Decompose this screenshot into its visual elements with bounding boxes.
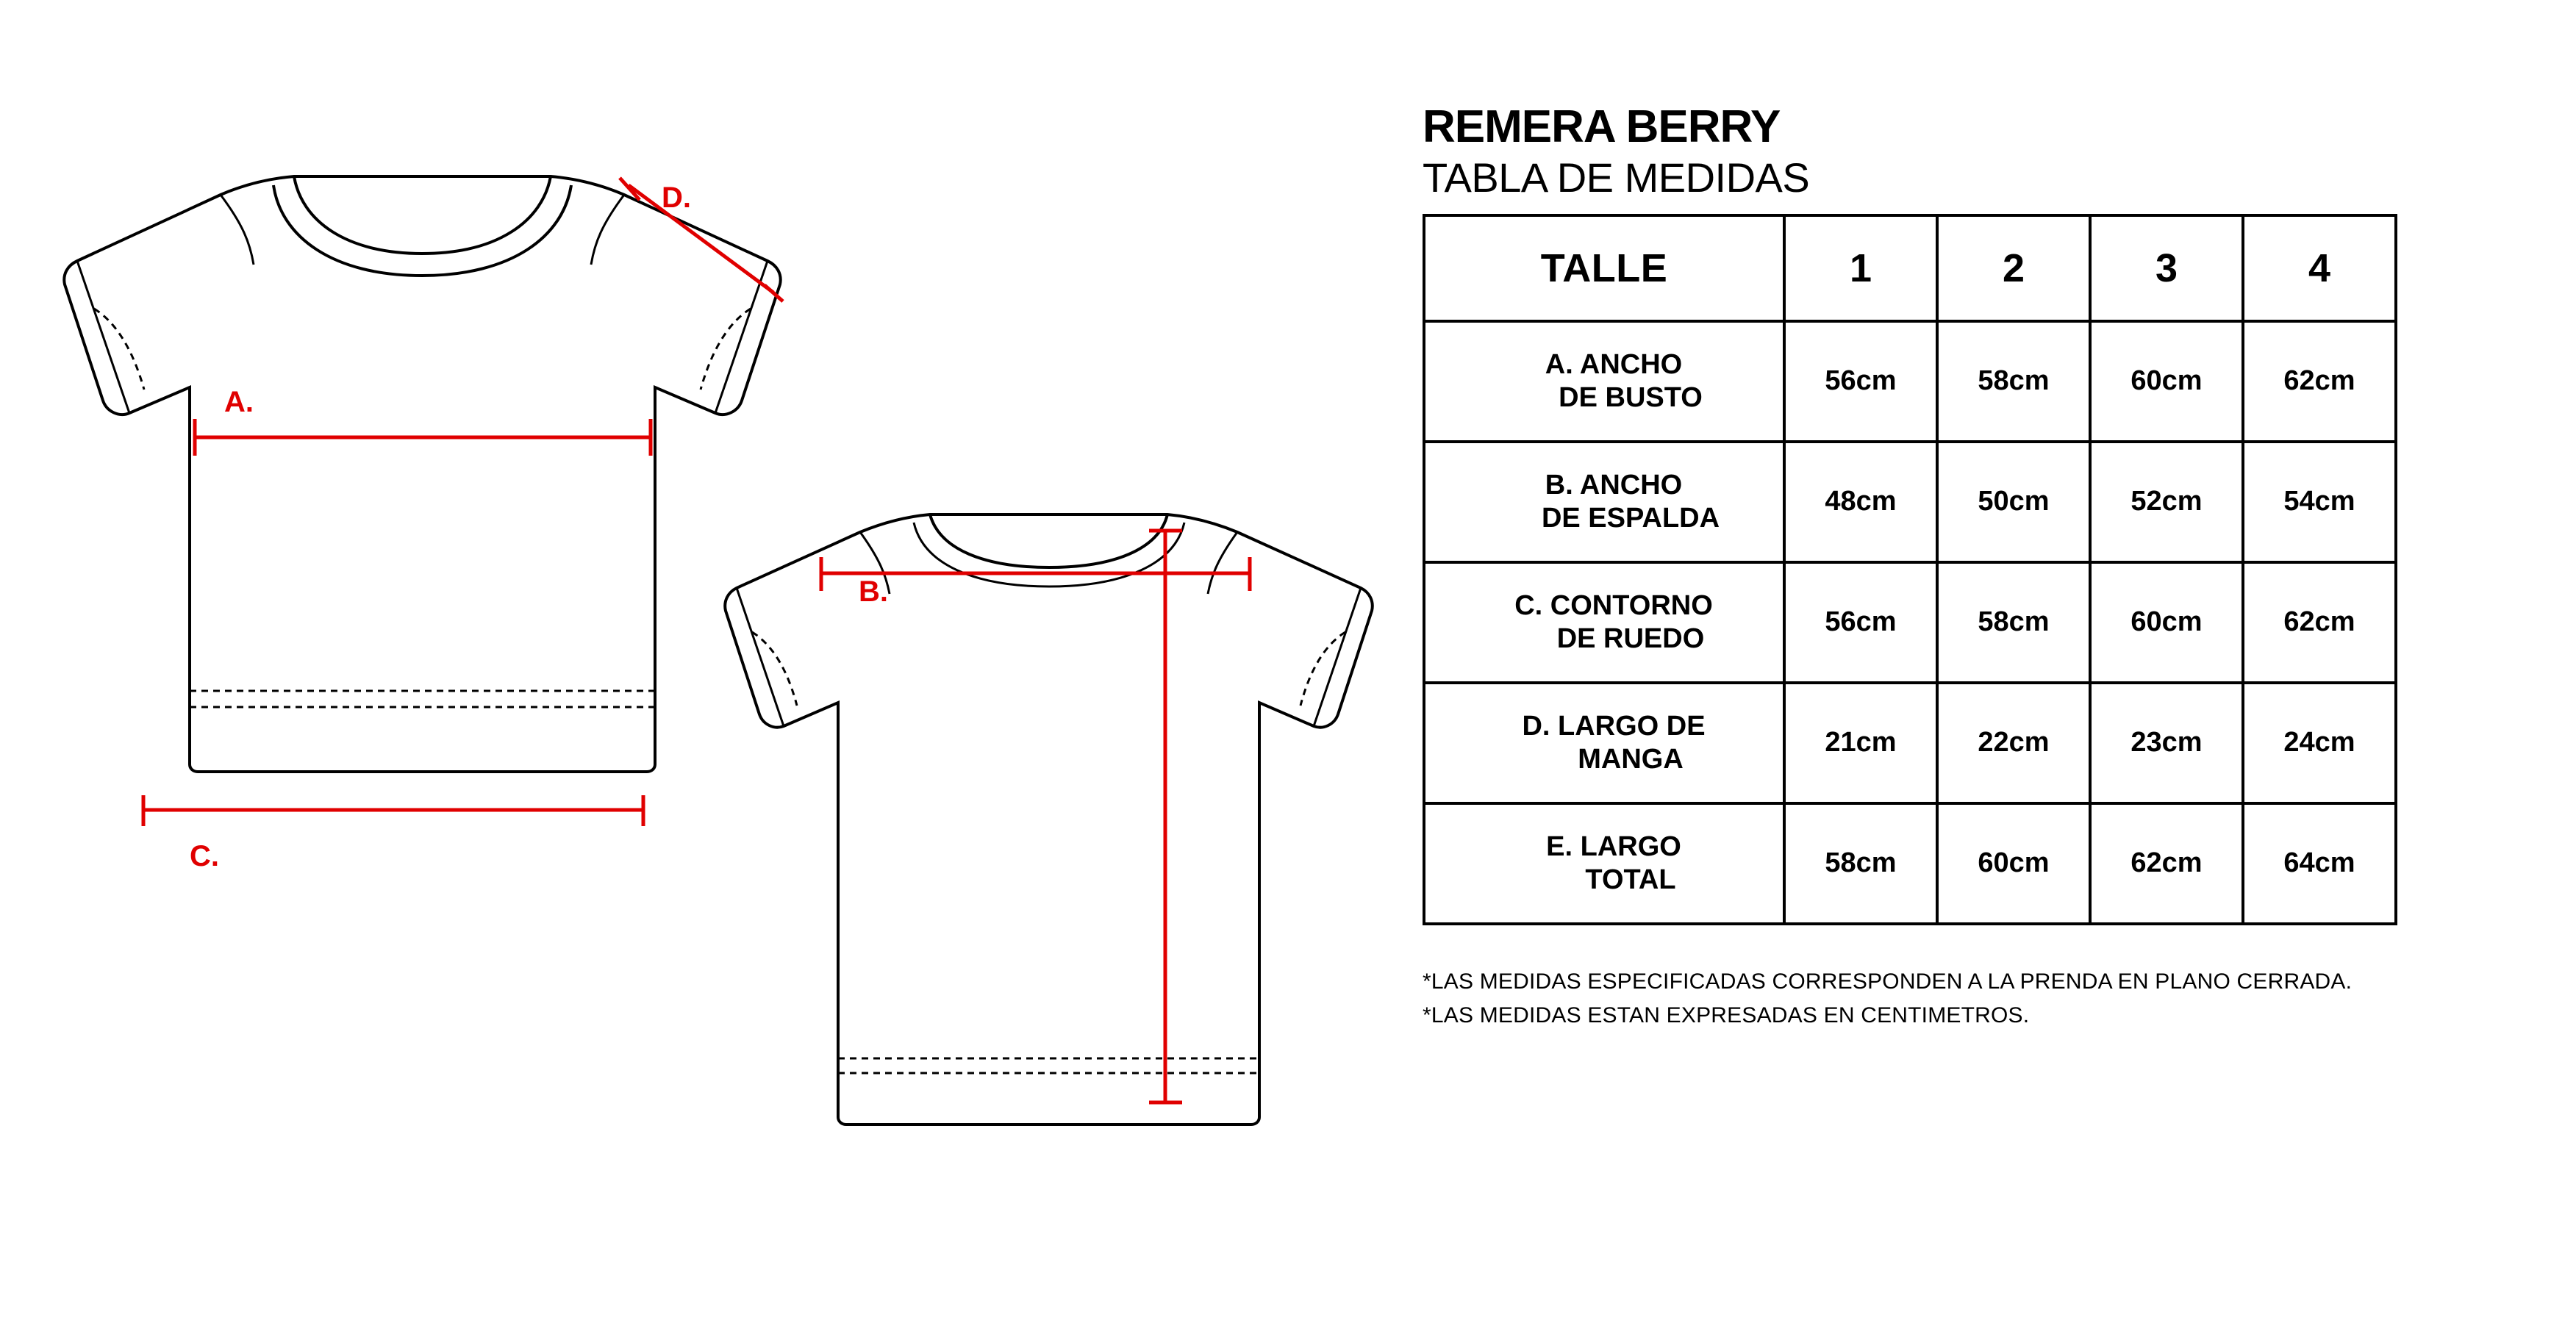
table-row xyxy=(1424,683,2396,803)
column-header-size-2: 2 xyxy=(1937,215,2090,321)
row-label-c xyxy=(1424,562,1784,683)
table-row xyxy=(1424,562,2396,683)
cell-d-1: 21cm xyxy=(1784,683,1937,803)
row-label-d-line2: MANGA xyxy=(1578,743,1684,775)
cell-b-2: 50cm xyxy=(1937,442,2090,562)
row-label-d-line1: D. LARGO DE xyxy=(1522,710,1706,742)
row-label-e-line1: E. LARGO xyxy=(1546,831,1681,862)
back-tshirt-technical-drawing xyxy=(725,514,1373,1124)
cell-a-3: 60cm xyxy=(2090,321,2243,442)
dimension-e-total-length xyxy=(1149,531,1182,1102)
column-header-talle: TALLE xyxy=(1424,215,1784,321)
front-tshirt-technical-drawing xyxy=(64,176,780,772)
row-label-b xyxy=(1424,442,1784,562)
table-row xyxy=(1424,803,2396,924)
table-subtitle: TABLA DE MEDIDAS xyxy=(1423,154,1810,201)
cell-e-1: 58cm xyxy=(1784,803,1937,924)
cell-e-2: 60cm xyxy=(1937,803,2090,924)
cell-e-3: 62cm xyxy=(2090,803,2243,924)
notes-block xyxy=(1423,965,2540,1033)
page-title: REMERA BERRY xyxy=(1423,101,1781,152)
row-label-a-line1: A. ANCHO xyxy=(1545,348,1683,380)
dimension-label-d: D. xyxy=(662,182,691,214)
cell-c-2: 58cm xyxy=(1937,562,2090,683)
cell-d-4: 24cm xyxy=(2243,683,2396,803)
note-2: *LAS MEDIDAS ESTAN EXPRESADAS EN CENTIMETROS. xyxy=(1423,1003,2030,1028)
row-label-b-line1: B. ANCHO xyxy=(1545,469,1683,501)
table-row xyxy=(1424,321,2396,442)
row-label-d xyxy=(1424,683,1784,803)
cell-b-3: 52cm xyxy=(2090,442,2243,562)
dimension-c-hem-width xyxy=(143,795,643,826)
table-row xyxy=(1424,442,2396,562)
cell-c-4: 62cm xyxy=(2243,562,2396,683)
dimension-label-b: B. xyxy=(859,575,888,608)
row-label-a xyxy=(1424,321,1784,442)
cell-d-3: 23cm xyxy=(2090,683,2243,803)
cell-a-1: 56cm xyxy=(1784,321,1937,442)
cell-e-4: 64cm xyxy=(2243,803,2396,924)
column-header-size-4: 4 xyxy=(2243,215,2396,321)
dimension-label-c: C. xyxy=(190,840,219,872)
row-label-e xyxy=(1424,803,1784,924)
cell-c-1: 56cm xyxy=(1784,562,1937,683)
column-header-size-1: 1 xyxy=(1784,215,1937,321)
row-label-e-line2: TOTAL xyxy=(1585,864,1676,895)
cell-b-4: 54cm xyxy=(2243,442,2396,562)
cell-d-2: 22cm xyxy=(1937,683,2090,803)
size-chart-table xyxy=(1423,214,2397,925)
dimension-d-sleeve-length xyxy=(620,178,783,301)
note-1: *LAS MEDIDAS ESPECIFICADAS CORRESPONDEN A LA PRENDA EN PLANO CERRADA. xyxy=(1423,969,2353,994)
info-panel xyxy=(1423,103,2540,1033)
row-label-b-line2: DE ESPALDA xyxy=(1541,502,1720,534)
row-label-a-line2: DE BUSTO xyxy=(1559,381,1703,413)
cell-c-3: 60cm xyxy=(2090,562,2243,683)
column-header-size-3: 3 xyxy=(2090,215,2243,321)
cell-a-2: 58cm xyxy=(1937,321,2090,442)
table-header-row xyxy=(1424,215,2396,321)
row-label-c-line1: C. CONTORNO xyxy=(1514,589,1713,621)
dimension-label-a: A. xyxy=(224,386,254,418)
cell-a-4: 62cm xyxy=(2243,321,2396,442)
dimension-a-bust-width xyxy=(195,419,651,456)
title-block xyxy=(1423,103,2540,201)
row-label-c-line2: DE RUEDO xyxy=(1556,623,1705,654)
cell-b-1: 48cm xyxy=(1784,442,1937,562)
